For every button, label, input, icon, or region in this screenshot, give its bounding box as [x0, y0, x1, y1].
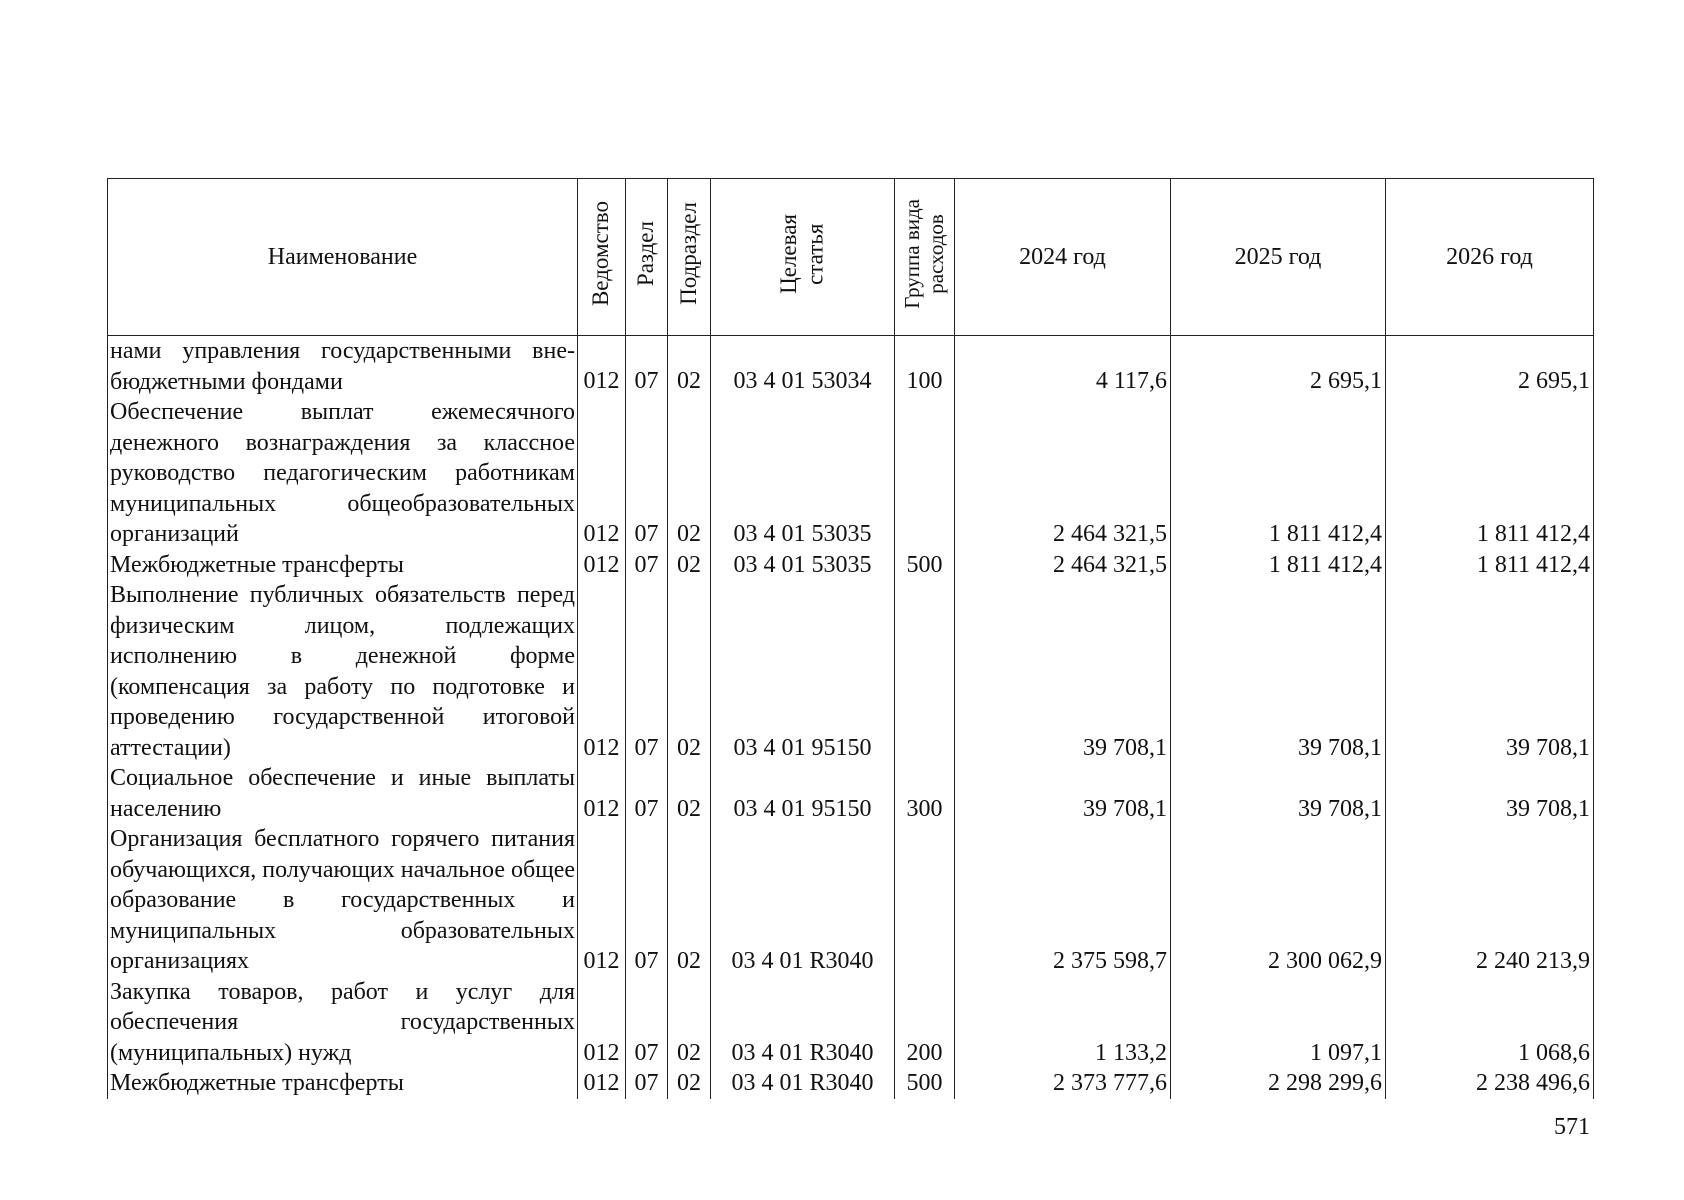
row-name: Выполнение публичных обязательств перед физическим лицом, подлежащих исполнению в денежной форме (компенсация за работу по подготовке и проведению государственной итоговой аттестации): [108, 580, 578, 763]
row-statya: 03 4 01 53034: [711, 336, 895, 398]
row-2026: 2 238 496,6: [1386, 1068, 1594, 1099]
row-razdel: 07: [626, 1068, 668, 1099]
page-number: 571: [1554, 1114, 1590, 1140]
row-2026: 39 708,1: [1386, 763, 1594, 824]
row-razdel: 07: [626, 977, 668, 1069]
row-2025: 2 298 299,6: [1171, 1068, 1386, 1099]
row-vedomstvo: 012: [578, 824, 626, 977]
row-statya: 03 4 01 R3040: [711, 1068, 895, 1099]
table-row: [108, 763, 1594, 824]
budget-table: [107, 178, 1594, 1099]
row-2026: 1 811 412,4: [1386, 550, 1594, 581]
table-row: [108, 550, 1594, 581]
row-razdel: 07: [626, 824, 668, 977]
row-name: Межбюджетные трансферты: [108, 550, 578, 581]
row-podrazdel: 02: [668, 580, 711, 763]
row-vedomstvo: 012: [578, 763, 626, 824]
row-name: Закупка товаров, работ и услуг для обеспечения государственных (муниципальных) нужд: [108, 977, 578, 1069]
header-2024: 2024 год: [955, 179, 1171, 336]
row-podrazdel: 02: [668, 824, 711, 977]
row-name: Организация бесплатного горячего питания обучающихся, получающих начальное общее образование в государственных и муниципальных образовательных организациях: [108, 824, 578, 977]
row-gruppa: 500: [895, 1068, 955, 1099]
row-statya: 03 4 01 53035: [711, 550, 895, 581]
row-gruppa: 200: [895, 977, 955, 1069]
header-row: [108, 179, 1594, 336]
row-podrazdel: 02: [668, 550, 711, 581]
row-2025: 1 811 412,4: [1171, 550, 1386, 581]
row-gruppa: 300: [895, 763, 955, 824]
row-name: нами управления государственными вне-бюджетными фондами: [108, 336, 578, 398]
row-2024: 2 464 321,5: [955, 550, 1171, 581]
row-name: Социальное обеспечение и иные выплаты населению: [108, 763, 578, 824]
row-2024: 39 708,1: [955, 580, 1171, 763]
row-2025: 39 708,1: [1171, 580, 1386, 763]
row-vedomstvo: 012: [578, 580, 626, 763]
row-razdel: 07: [626, 550, 668, 581]
row-razdel: 07: [626, 397, 668, 550]
table-row: [108, 336, 1594, 398]
header-name: Наименование: [108, 179, 578, 336]
row-2024: 4 117,6: [955, 336, 1171, 398]
row-razdel: 07: [626, 336, 668, 398]
row-2026: 2 240 213,9: [1386, 824, 1594, 977]
header-2026: 2026 год: [1386, 179, 1594, 336]
header-2025: 2025 год: [1171, 179, 1386, 336]
row-2026: 1 811 412,4: [1386, 397, 1594, 550]
row-2024: 2 373 777,6: [955, 1068, 1171, 1099]
row-gruppa: 500: [895, 550, 955, 581]
table-row: [108, 977, 1594, 1069]
row-2024: 2 464 321,5: [955, 397, 1171, 550]
row-podrazdel: 02: [668, 977, 711, 1069]
header-podrazdel: Подраздел: [668, 179, 711, 336]
row-2025: 2 695,1: [1171, 336, 1386, 398]
row-podrazdel: 02: [668, 336, 711, 398]
row-2026: 2 695,1: [1386, 336, 1594, 398]
row-statya: 03 4 01 R3040: [711, 977, 895, 1069]
row-razdel: 07: [626, 763, 668, 824]
row-2025: 1 097,1: [1171, 977, 1386, 1069]
row-statya: 03 4 01 95150: [711, 580, 895, 763]
row-podrazdel: 02: [668, 397, 711, 550]
row-statya: 03 4 01 R3040: [711, 824, 895, 977]
table-row: [108, 824, 1594, 977]
row-2026: 1 068,6: [1386, 977, 1594, 1069]
row-gruppa: [895, 397, 955, 550]
row-statya: 03 4 01 53035: [711, 397, 895, 550]
table-row: [108, 580, 1594, 763]
header-vedomstvo: Ведомство: [578, 179, 626, 336]
table-row: [108, 397, 1594, 550]
header-statya: Целевая статья: [711, 179, 895, 336]
header-razdel: Раздел: [626, 179, 668, 336]
row-2026: 39 708,1: [1386, 580, 1594, 763]
row-2024: 2 375 598,7: [955, 824, 1171, 977]
row-2025: 1 811 412,4: [1171, 397, 1386, 550]
row-2024: 1 133,2: [955, 977, 1171, 1069]
row-vedomstvo: 012: [578, 977, 626, 1069]
row-gruppa: [895, 580, 955, 763]
row-gruppa: [895, 824, 955, 977]
row-razdel: 07: [626, 580, 668, 763]
row-podrazdel: 02: [668, 1068, 711, 1099]
row-statya: 03 4 01 95150: [711, 763, 895, 824]
row-2025: 39 708,1: [1171, 763, 1386, 824]
table-row: [108, 1068, 1594, 1099]
row-2024: 39 708,1: [955, 763, 1171, 824]
row-vedomstvo: 012: [578, 336, 626, 398]
row-vedomstvo: 012: [578, 397, 626, 550]
row-name: Межбюджетные трансферты: [108, 1068, 578, 1099]
row-podrazdel: 02: [668, 763, 711, 824]
row-gruppa: 100: [895, 336, 955, 398]
row-2025: 2 300 062,9: [1171, 824, 1386, 977]
row-vedomstvo: 012: [578, 1068, 626, 1099]
row-name: Обеспечение выплат ежемесячного денежного вознаграждения за классное руководство педагогическим работникам муниципальных общеобразовательных организаций: [108, 397, 578, 550]
header-gruppa: Группа вида расходов: [895, 179, 955, 336]
row-vedomstvo: 012: [578, 550, 626, 581]
